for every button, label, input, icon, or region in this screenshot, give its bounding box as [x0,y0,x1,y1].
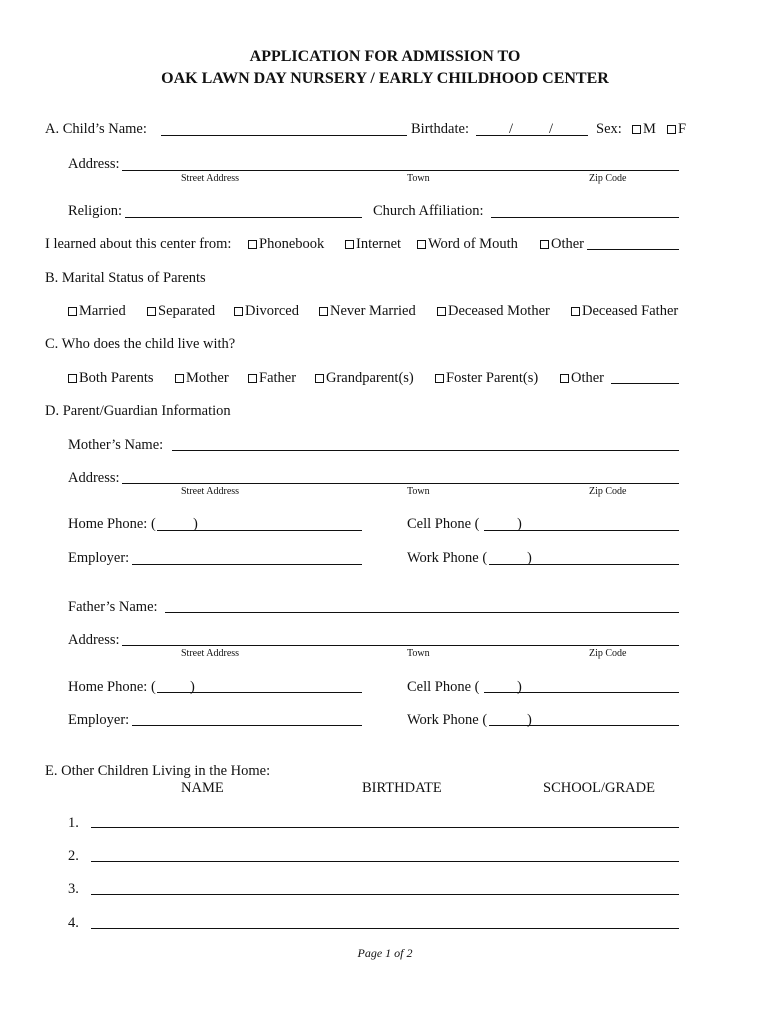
father-address-field[interactable] [122,645,679,646]
child-address-label: Address: [68,156,120,172]
checkbox-icon [319,307,328,316]
mother-zip-caption: Zip Code [589,486,627,497]
marital-option-married[interactable]: Married [68,302,126,320]
checkbox-icon [248,240,257,249]
street-caption: Street Address [181,173,240,184]
other-child-row-3-field[interactable] [91,894,679,895]
mother-name-label: Mother’s Name: [68,437,164,453]
checkbox-icon [248,374,257,383]
father-address-label: Address: [68,632,120,648]
mother-street-caption: Street Address [181,486,240,497]
checkbox-icon [560,374,569,383]
child-row-number-1: 1. [68,815,79,831]
marital-option-deceased-father[interactable]: Deceased Father [571,302,678,320]
checkbox-icon [315,374,324,383]
checkbox-icon [437,307,446,316]
column-header-name: NAME [181,780,224,796]
mother-home-phone-field[interactable] [157,530,362,531]
checkbox-icon [540,240,549,249]
father-home-phone-field[interactable] [157,692,362,693]
father-cell-phone-field[interactable] [484,692,679,693]
birthdate-field[interactable] [476,135,588,136]
checkbox-icon [417,240,426,249]
section-b-heading: B. Marital Status of Parents [45,270,206,286]
column-header-school-grade: SCHOOL/GRADE [543,780,655,796]
child-name-field[interactable] [161,135,407,136]
child-name-label: A. Child’s Name: [45,121,147,137]
mother-work-phone-field[interactable] [489,564,679,565]
father-work-phone-paren: ) [527,712,532,728]
checkbox-icon [175,374,184,383]
other-child-row-1-field[interactable] [91,827,679,828]
church-affiliation-label: Church Affiliation: [373,203,484,219]
checkbox-icon [147,307,156,316]
father-work-phone-label: Work Phone ( [407,712,488,728]
other-child-row-2-field[interactable] [91,861,679,862]
checkbox-icon [435,374,444,383]
lives-with-option-grandparents[interactable]: Grandparent(s) [315,369,414,387]
sex-option-f[interactable]: F [667,120,686,138]
mother-cell-phone-paren: ) [517,516,522,532]
mother-address-field[interactable] [122,483,679,484]
lives-with-option-mother[interactable]: Mother [175,369,229,387]
mother-home-phone-paren: ) [193,516,198,532]
mother-employer-field[interactable] [132,564,362,565]
mother-employer-label: Employer: [68,550,130,566]
learned-other-field[interactable] [587,249,679,250]
learned-option-other[interactable]: Other [540,235,584,253]
lives-with-option-other[interactable]: Other [560,369,604,387]
mother-work-phone-label: Work Phone ( [407,550,488,566]
checkbox-icon [571,307,580,316]
mother-town-caption: Town [407,486,430,497]
father-employer-field[interactable] [132,725,362,726]
marital-option-never-married[interactable]: Never Married [319,302,416,320]
mother-name-field[interactable] [172,450,679,451]
checkbox-icon [68,374,77,383]
mother-cell-phone-field[interactable] [484,530,679,531]
sex-option-m[interactable]: M [632,120,656,138]
mother-address-label: Address: [68,470,120,486]
checkbox-icon [68,307,77,316]
marital-option-divorced[interactable]: Divorced [234,302,299,320]
lives-with-option-both-parents[interactable]: Both Parents [68,369,154,387]
father-town-caption: Town [407,648,430,659]
form-title-line2: OAK LAWN DAY NURSERY / EARLY CHILDHOOD CENTER [161,70,609,87]
father-name-field[interactable] [165,612,679,613]
zip-caption: Zip Code [589,173,627,184]
father-street-caption: Street Address [181,648,240,659]
section-e-heading: E. Other Children Living in the Home: [45,763,271,779]
father-zip-caption: Zip Code [589,648,627,659]
birthdate-slash-2: / [549,121,554,137]
sex-label: Sex: [596,121,622,137]
father-home-phone-label: Home Phone: ( [68,679,156,695]
lives-with-option-foster-parents[interactable]: Foster Parent(s) [435,369,538,387]
section-d-heading: D. Parent/Guardian Information [45,403,231,419]
father-name-label: Father’s Name: [68,599,158,615]
mother-home-phone-label: Home Phone: ( [68,516,156,532]
checkbox-icon [345,240,354,249]
checkbox-icon [632,125,641,134]
child-row-number-3: 3. [68,881,79,897]
lives-with-option-father[interactable]: Father [248,369,296,387]
checkbox-icon [234,307,243,316]
mother-work-phone-paren: ) [527,550,532,566]
marital-option-separated[interactable]: Separated [147,302,215,320]
learned-option-phonebook[interactable]: Phonebook [248,235,324,253]
birthdate-label: Birthdate: [411,121,469,137]
child-row-number-2: 2. [68,848,79,864]
section-c-heading: C. Who does the child live with? [45,336,236,352]
other-child-row-4-field[interactable] [91,928,679,929]
father-employer-label: Employer: [68,712,130,728]
church-affiliation-field[interactable] [491,217,679,218]
learned-option-internet[interactable]: Internet [345,235,401,253]
birthdate-slash-1: / [509,121,514,137]
father-work-phone-field[interactable] [489,725,679,726]
religion-label: Religion: [68,203,122,219]
father-cell-phone-label: Cell Phone ( [407,679,480,695]
form-title-line1: APPLICATION FOR ADMISSION TO [249,48,521,65]
father-cell-phone-paren: ) [517,679,522,695]
father-home-phone-paren: ) [190,679,195,695]
lives-with-other-field[interactable] [611,383,679,384]
religion-field[interactable] [125,217,362,218]
checkbox-icon [667,125,676,134]
column-header-birthdate: BIRTHDATE [362,780,442,796]
child-row-number-4: 4. [68,915,79,931]
town-caption: Town [407,173,430,184]
learned-option-word-of-mouth[interactable]: Word of Mouth [417,235,518,253]
page-number: Page 1 of 2 [357,946,413,960]
learned-about-label: I learned about this center from: [45,236,232,252]
child-address-field[interactable] [122,170,679,171]
mother-cell-phone-label: Cell Phone ( [407,516,480,532]
marital-option-deceased-mother[interactable]: Deceased Mother [437,302,550,320]
